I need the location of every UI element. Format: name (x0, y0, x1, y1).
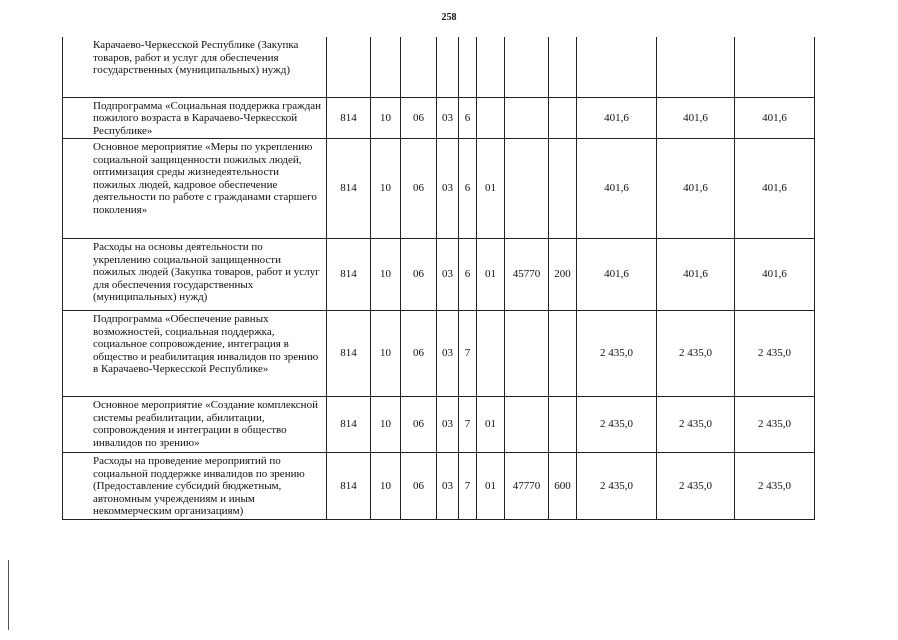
expense-type-cell (549, 397, 577, 453)
year1-amount-cell: 2 435,0 (577, 453, 657, 520)
grbs-cell: 814 (327, 397, 371, 453)
subprogram-code-cell (459, 37, 477, 97)
expense-type-cell: 600 (549, 453, 577, 520)
year2-amount-cell: 2 435,0 (657, 453, 735, 520)
year3-amount-cell: 2 435,0 (735, 453, 815, 520)
year2-amount-cell: 401,6 (657, 139, 735, 239)
grbs-cell (327, 37, 371, 97)
direction-code-cell (505, 97, 549, 139)
pr-cell: 06 (401, 397, 437, 453)
table-body (63, 37, 815, 519)
year2-amount-cell: 401,6 (657, 239, 735, 311)
expense-type-cell (549, 97, 577, 139)
program-code-cell: 03 (437, 139, 459, 239)
table-row (63, 397, 815, 453)
grbs-cell: 814 (327, 311, 371, 397)
direction-code-cell: 45770 (505, 239, 549, 311)
program-code-cell: 03 (437, 97, 459, 139)
event-code-cell (477, 311, 505, 397)
program-code-cell: 03 (437, 239, 459, 311)
event-code-cell: 01 (477, 239, 505, 311)
table-row (63, 37, 815, 97)
subprogram-code-cell: 6 (459, 139, 477, 239)
row-name-cell: Основное мероприятие «Меры по укреплению социальной защищенности пожилых людей, оптимизация среды жизнедеятельности пожилых людей, кадровое обеспечение деятельности по работе с гражданами старшего поколения» (63, 139, 327, 239)
program-code-cell: 03 (437, 397, 459, 453)
event-code-cell (477, 97, 505, 139)
row-name-cell: Расходы на основы деятельности по укреплению социальной защищенности пожилых людей (Закупка товаров, работ и услуг для обеспечения государственных (муниципальных) нужд) (63, 239, 327, 311)
expense-type-cell (549, 139, 577, 239)
rz-cell: 10 (371, 139, 401, 239)
year3-amount-cell: 401,6 (735, 139, 815, 239)
direction-code-cell (505, 139, 549, 239)
scan-margin-line (8, 560, 9, 630)
rz-cell: 10 (371, 311, 401, 397)
table-row (63, 139, 815, 239)
subprogram-code-cell: 6 (459, 97, 477, 139)
subprogram-code-cell: 7 (459, 397, 477, 453)
row-name-cell: Подпрограмма «Социальная поддержка граждан пожилого возраста в Карачаево-Черкесской Республике» (63, 97, 327, 139)
event-code-cell: 01 (477, 139, 505, 239)
program-code-cell: 03 (437, 311, 459, 397)
year2-amount-cell: 2 435,0 (657, 311, 735, 397)
expense-type-cell (549, 311, 577, 397)
subprogram-code-cell: 6 (459, 239, 477, 311)
year1-amount-cell: 2 435,0 (577, 397, 657, 453)
row-name-cell: Подпрограмма «Обеспечение равных возможностей, социальная поддержка, социальное сопровождение, интеграция в общество и реабилитация инвалидов по зрению в Карачаево-Черкесской Республике» (63, 311, 327, 397)
pr-cell: 06 (401, 97, 437, 139)
event-code-cell (477, 37, 505, 97)
pr-cell: 06 (401, 239, 437, 311)
year2-amount-cell: 2 435,0 (657, 397, 735, 453)
direction-code-cell (505, 37, 549, 97)
rz-cell (371, 37, 401, 97)
year1-amount-cell: 401,6 (577, 239, 657, 311)
grbs-cell: 814 (327, 239, 371, 311)
year1-amount-cell (577, 37, 657, 97)
expense-type-cell: 200 (549, 239, 577, 311)
year3-amount-cell: 401,6 (735, 239, 815, 311)
pr-cell: 06 (401, 453, 437, 520)
rz-cell: 10 (371, 97, 401, 139)
table-row (63, 453, 815, 520)
pr-cell (401, 37, 437, 97)
table-row (63, 239, 815, 311)
year1-amount-cell: 401,6 (577, 139, 657, 239)
year2-amount-cell (657, 37, 735, 97)
year3-amount-cell: 2 435,0 (735, 311, 815, 397)
year1-amount-cell: 2 435,0 (577, 311, 657, 397)
direction-code-cell (505, 397, 549, 453)
event-code-cell: 01 (477, 397, 505, 453)
year2-amount-cell: 401,6 (657, 97, 735, 139)
table-row (63, 311, 815, 397)
row-name-cell: Основное мероприятие «Создание комплексной системы реабилитации, абилитации, сопровождения и интеграции в общество инвалидов по зрению» (63, 397, 327, 453)
direction-code-cell (505, 311, 549, 397)
direction-code-cell: 47770 (505, 453, 549, 520)
grbs-cell: 814 (327, 139, 371, 239)
page-number: 258 (441, 12, 457, 23)
pr-cell: 06 (401, 311, 437, 397)
grbs-cell: 814 (327, 453, 371, 520)
program-code-cell: 03 (437, 453, 459, 520)
budget-table (62, 37, 815, 520)
subprogram-code-cell: 7 (459, 453, 477, 520)
table-row (63, 97, 815, 139)
grbs-cell: 814 (327, 97, 371, 139)
event-code-cell: 01 (477, 453, 505, 520)
rz-cell: 10 (371, 397, 401, 453)
subprogram-code-cell: 7 (459, 311, 477, 397)
rz-cell: 10 (371, 453, 401, 520)
year3-amount-cell: 401,6 (735, 97, 815, 139)
year3-amount-cell: 2 435,0 (735, 397, 815, 453)
pr-cell: 06 (401, 139, 437, 239)
expense-type-cell (549, 37, 577, 97)
year3-amount-cell (735, 37, 815, 97)
row-name-cell: Расходы на проведение мероприятий по социальной поддержке инвалидов по зрению (Предоставление субсидий бюджетным, автономным учреждениям и иным некоммерческим организациям) (63, 453, 327, 520)
rz-cell: 10 (371, 239, 401, 311)
row-name-cell: Карачаево-Черкесской Республике (Закупка товаров, работ и услуг для обеспечения государственных (муниципальных) нужд) (63, 37, 327, 97)
program-code-cell (437, 37, 459, 97)
year1-amount-cell: 401,6 (577, 97, 657, 139)
